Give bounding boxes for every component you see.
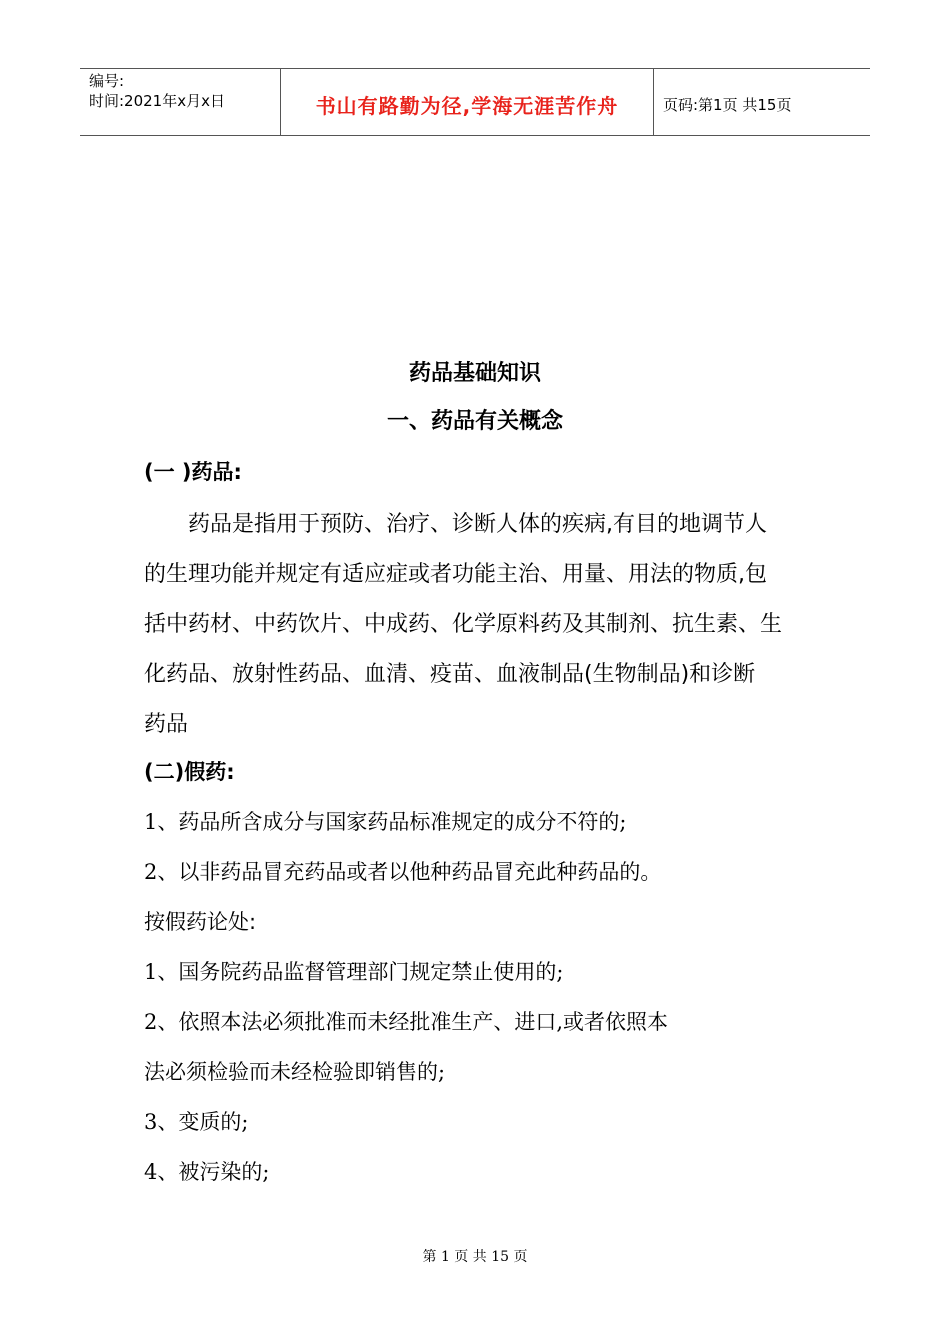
paragraph-line: 药品 — [144, 712, 189, 737]
list-item: 4、被污染的; — [144, 1160, 270, 1184]
paragraph-line: 括中药材、中药饮片、中成药、化学原料药及其制剂、抗生素、生 — [144, 612, 783, 637]
paragraph-line: 药品是指用于预防、治疗、诊断人体的疾病,有目的地调节人 — [188, 512, 767, 537]
treat-as-heading: 按假药论处: — [144, 910, 257, 934]
list-item: 1、国务院药品监督管理部门规定禁止使用的; — [144, 960, 564, 984]
paragraph-line: 的生理功能并规定有适应症或者功能主治、用量、用法的物质,包 — [144, 562, 767, 587]
list-item: 2、以非药品冒充药品或者以他种药品冒充此种药品的。 — [144, 860, 662, 884]
header-motto-cell — [281, 69, 654, 135]
list-item: 2、依照本法必须批准而未经批准生产、进口,或者依照本 — [144, 1010, 669, 1034]
page-footer: 第 1 页 共 15 页 — [422, 1249, 528, 1265]
subsection-heading-drug: (一 )药品: — [144, 460, 242, 484]
list-item: 1、药品所含成分与国家药品标准规定的成分不符的; — [144, 810, 627, 834]
header-table — [80, 68, 870, 136]
time-label: 时间:2021年x月x日 — [89, 92, 225, 110]
list-item: 3、变质的; — [144, 1110, 249, 1134]
page-code: 页码:第1页 共15页 — [663, 95, 792, 114]
section-heading: 一、药品有关概念 — [386, 409, 563, 434]
subsection-heading-fake-drug: (二)假药: — [144, 760, 235, 784]
drug-definition-paragraph — [144, 500, 804, 750]
number-label: 编号: — [89, 72, 125, 90]
document-title: 药品基础知识 — [408, 361, 541, 386]
list-item-continuation: 法必须检验而未经检验即销售的; — [144, 1060, 446, 1084]
header-page-code — [654, 69, 870, 135]
motto: 书山有路勤为径,学海无涯苦作舟 — [315, 93, 619, 118]
header-meta — [80, 69, 281, 135]
paragraph-line: 化药品、放射性药品、血清、疫苗、血液制品(生物制品)和诊断 — [144, 662, 756, 687]
